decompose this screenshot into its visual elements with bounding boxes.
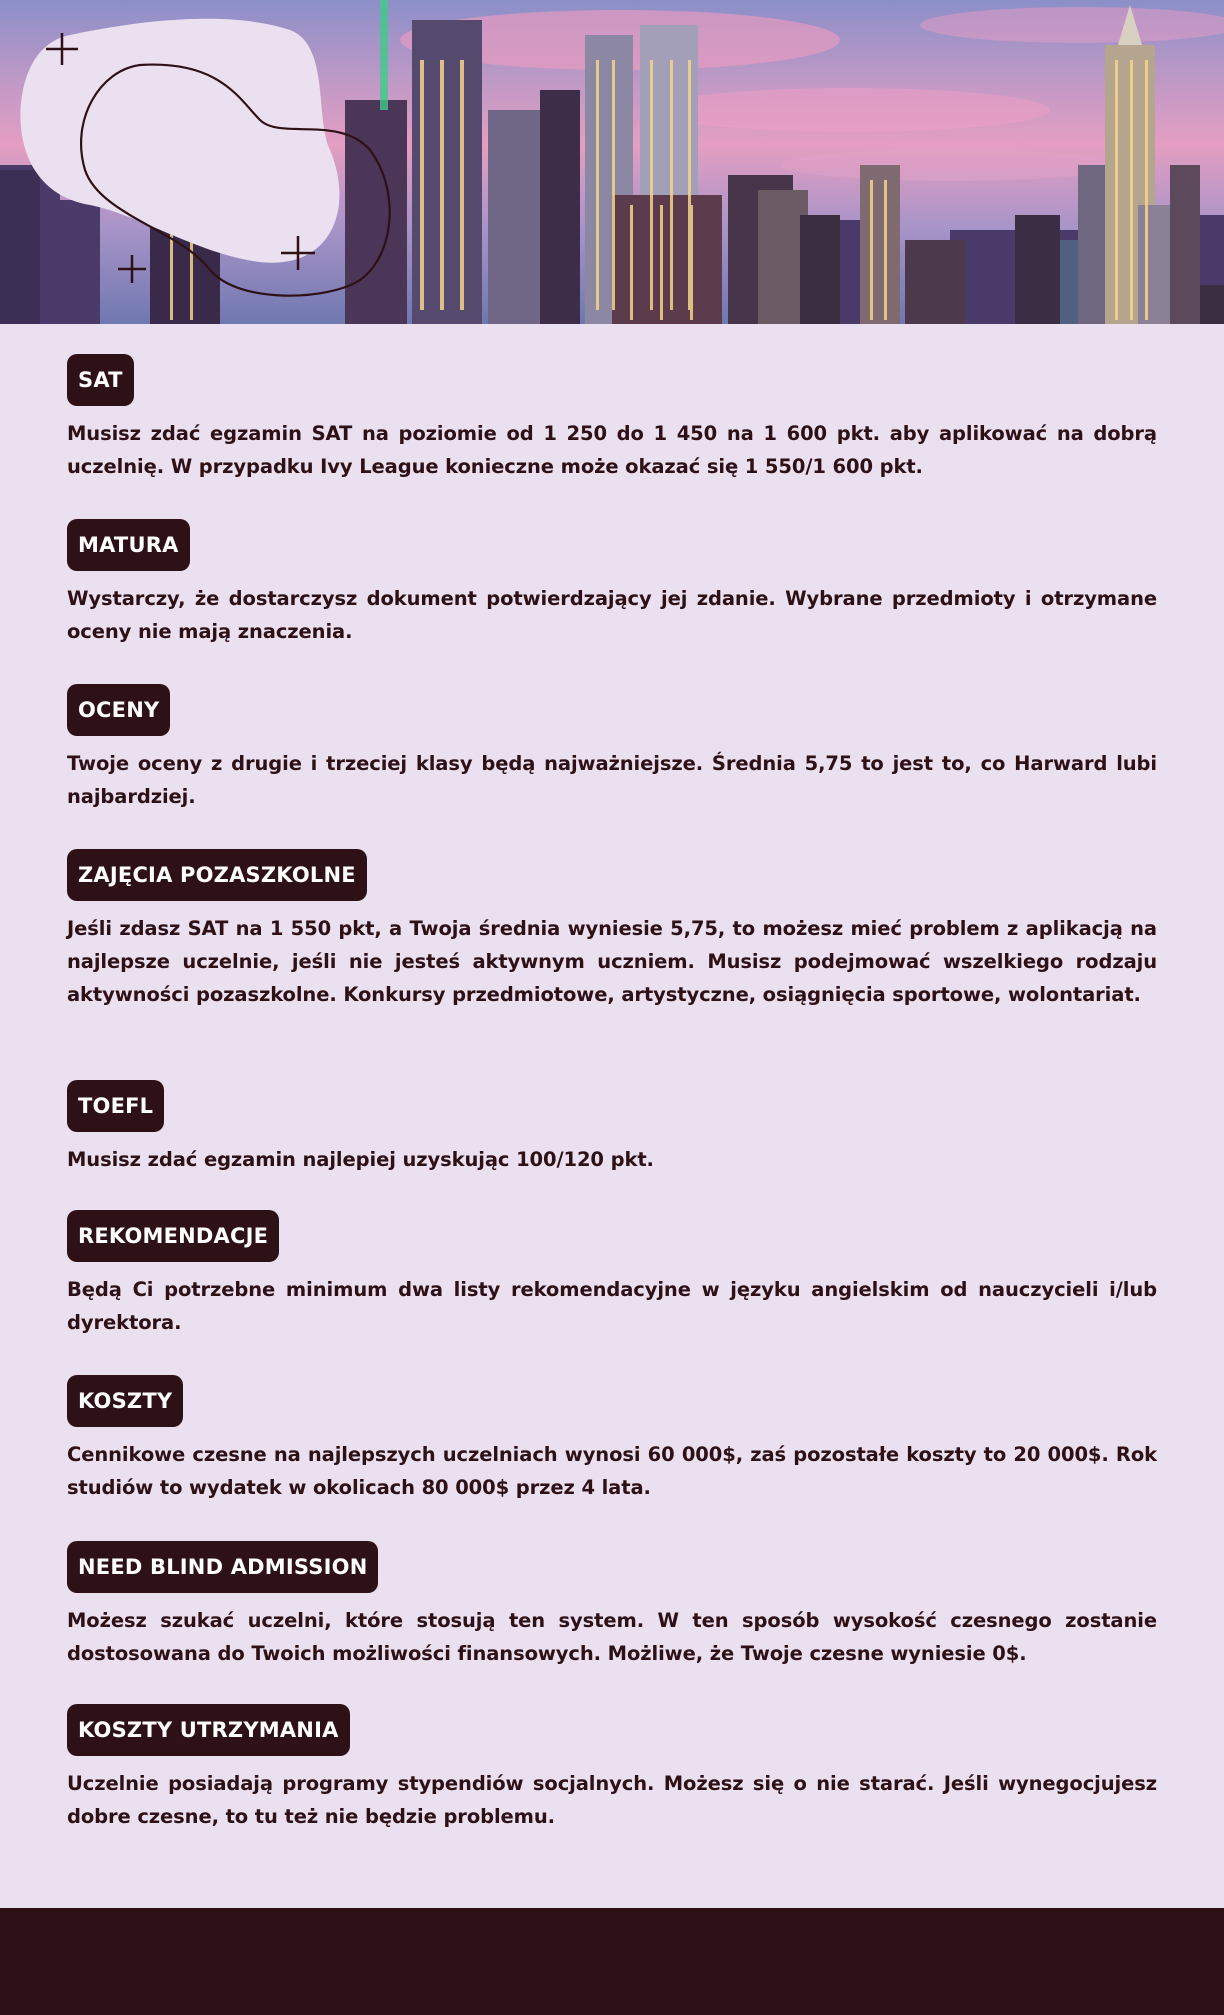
section-koszty [67, 1375, 1157, 1504]
section-text: Cennikowe czesne na najlepszych uczelniach wynosi 60 000$, zaś pozostałe koszty to 20 000$. Rok studiów to wydatek w okolicach 80 000$ przez 4 lata. [67, 1443, 1157, 1499]
section-zajecia-pozaszkolne [67, 849, 1157, 1011]
section-text: Musisz zdać egzamin SAT na poziomie od 1 250 do 1 450 na 1 600 pkt. aby aplikować na dobrą uczelnię. W przypadku Ivy League konieczne może okazać się 1 550/1 600 pkt. [67, 422, 1157, 478]
section-text: Jeśli zdasz SAT na 1 550 pkt, a Twoja średnia wyniesie 5,75, to możesz mieć problem z aplikacją na najlepsze uczelnie, jeśli nie jesteś aktywnym uczniem. Musisz podejmować wszelkiego rodzaju aktywności pozaszkolne. Konkursy przedmiotowe, artystyczne, osiągnięcia sportowe, wolontariat. [67, 917, 1157, 1006]
section-oceny [67, 684, 1157, 813]
section-text: Twoje oceny z drugie i trzeciej klasy będą najważniejsze. Średnia 5,75 to jest to, co Harward lubi najbardziej. [67, 752, 1157, 808]
section-need-blind-admission [67, 1541, 1157, 1670]
section-heading: KOSZTY [67, 1375, 183, 1427]
section-heading: KOSZTY UTRZYMANIA [67, 1704, 350, 1756]
section-sat [67, 354, 1157, 483]
section-toefl [67, 1080, 1157, 1176]
section-heading: NEED BLIND ADMISSION [67, 1541, 378, 1593]
section-matura [67, 519, 1157, 648]
section-heading: SAT [67, 354, 134, 406]
section-text: Będą Ci potrzebne minimum dwa listy rekomendacyjne w języku angielskim od nauczycieli i/lub dyrektora. [67, 1278, 1157, 1334]
section-text: Możesz szukać uczelni, które stosują ten system. W ten sposób wysokość czesnego zostanie dostosowana do Twoich możliwości finansowych. Możliwe, że Twoje czesne wyniesie 0$. [67, 1609, 1157, 1665]
section-heading: MATURA [67, 519, 190, 571]
plus-icon [118, 255, 146, 283]
footer-bar [0, 1908, 1224, 2015]
city-skyline-photo [0, 0, 1224, 324]
section-text: Musisz zdać egzamin najlepiej uzyskując 100/120 pkt. [67, 1148, 654, 1171]
section-text: Uczelnie posiadają programy stypendiów socjalnych. Możesz się o nie starać. Jeśli wynegocjujesz dobre czesne, to tu też nie będzie problemu. [67, 1772, 1157, 1828]
section-heading: ZAJĘCIA POZASZKOLNE [67, 849, 367, 901]
section-heading: REKOMENDACJE [67, 1210, 279, 1262]
section-koszty-utrzymania [67, 1704, 1157, 1833]
section-rekomendacje [67, 1210, 1157, 1339]
section-heading: OCENY [67, 684, 170, 736]
hero-banner [0, 0, 1224, 324]
section-heading: TOEFL [67, 1080, 164, 1132]
section-text: Wystarczy, że dostarczysz dokument potwierdzający jej zdanie. Wybrane przedmioty i otrzymane oceny nie mają znaczenia. [67, 587, 1157, 643]
